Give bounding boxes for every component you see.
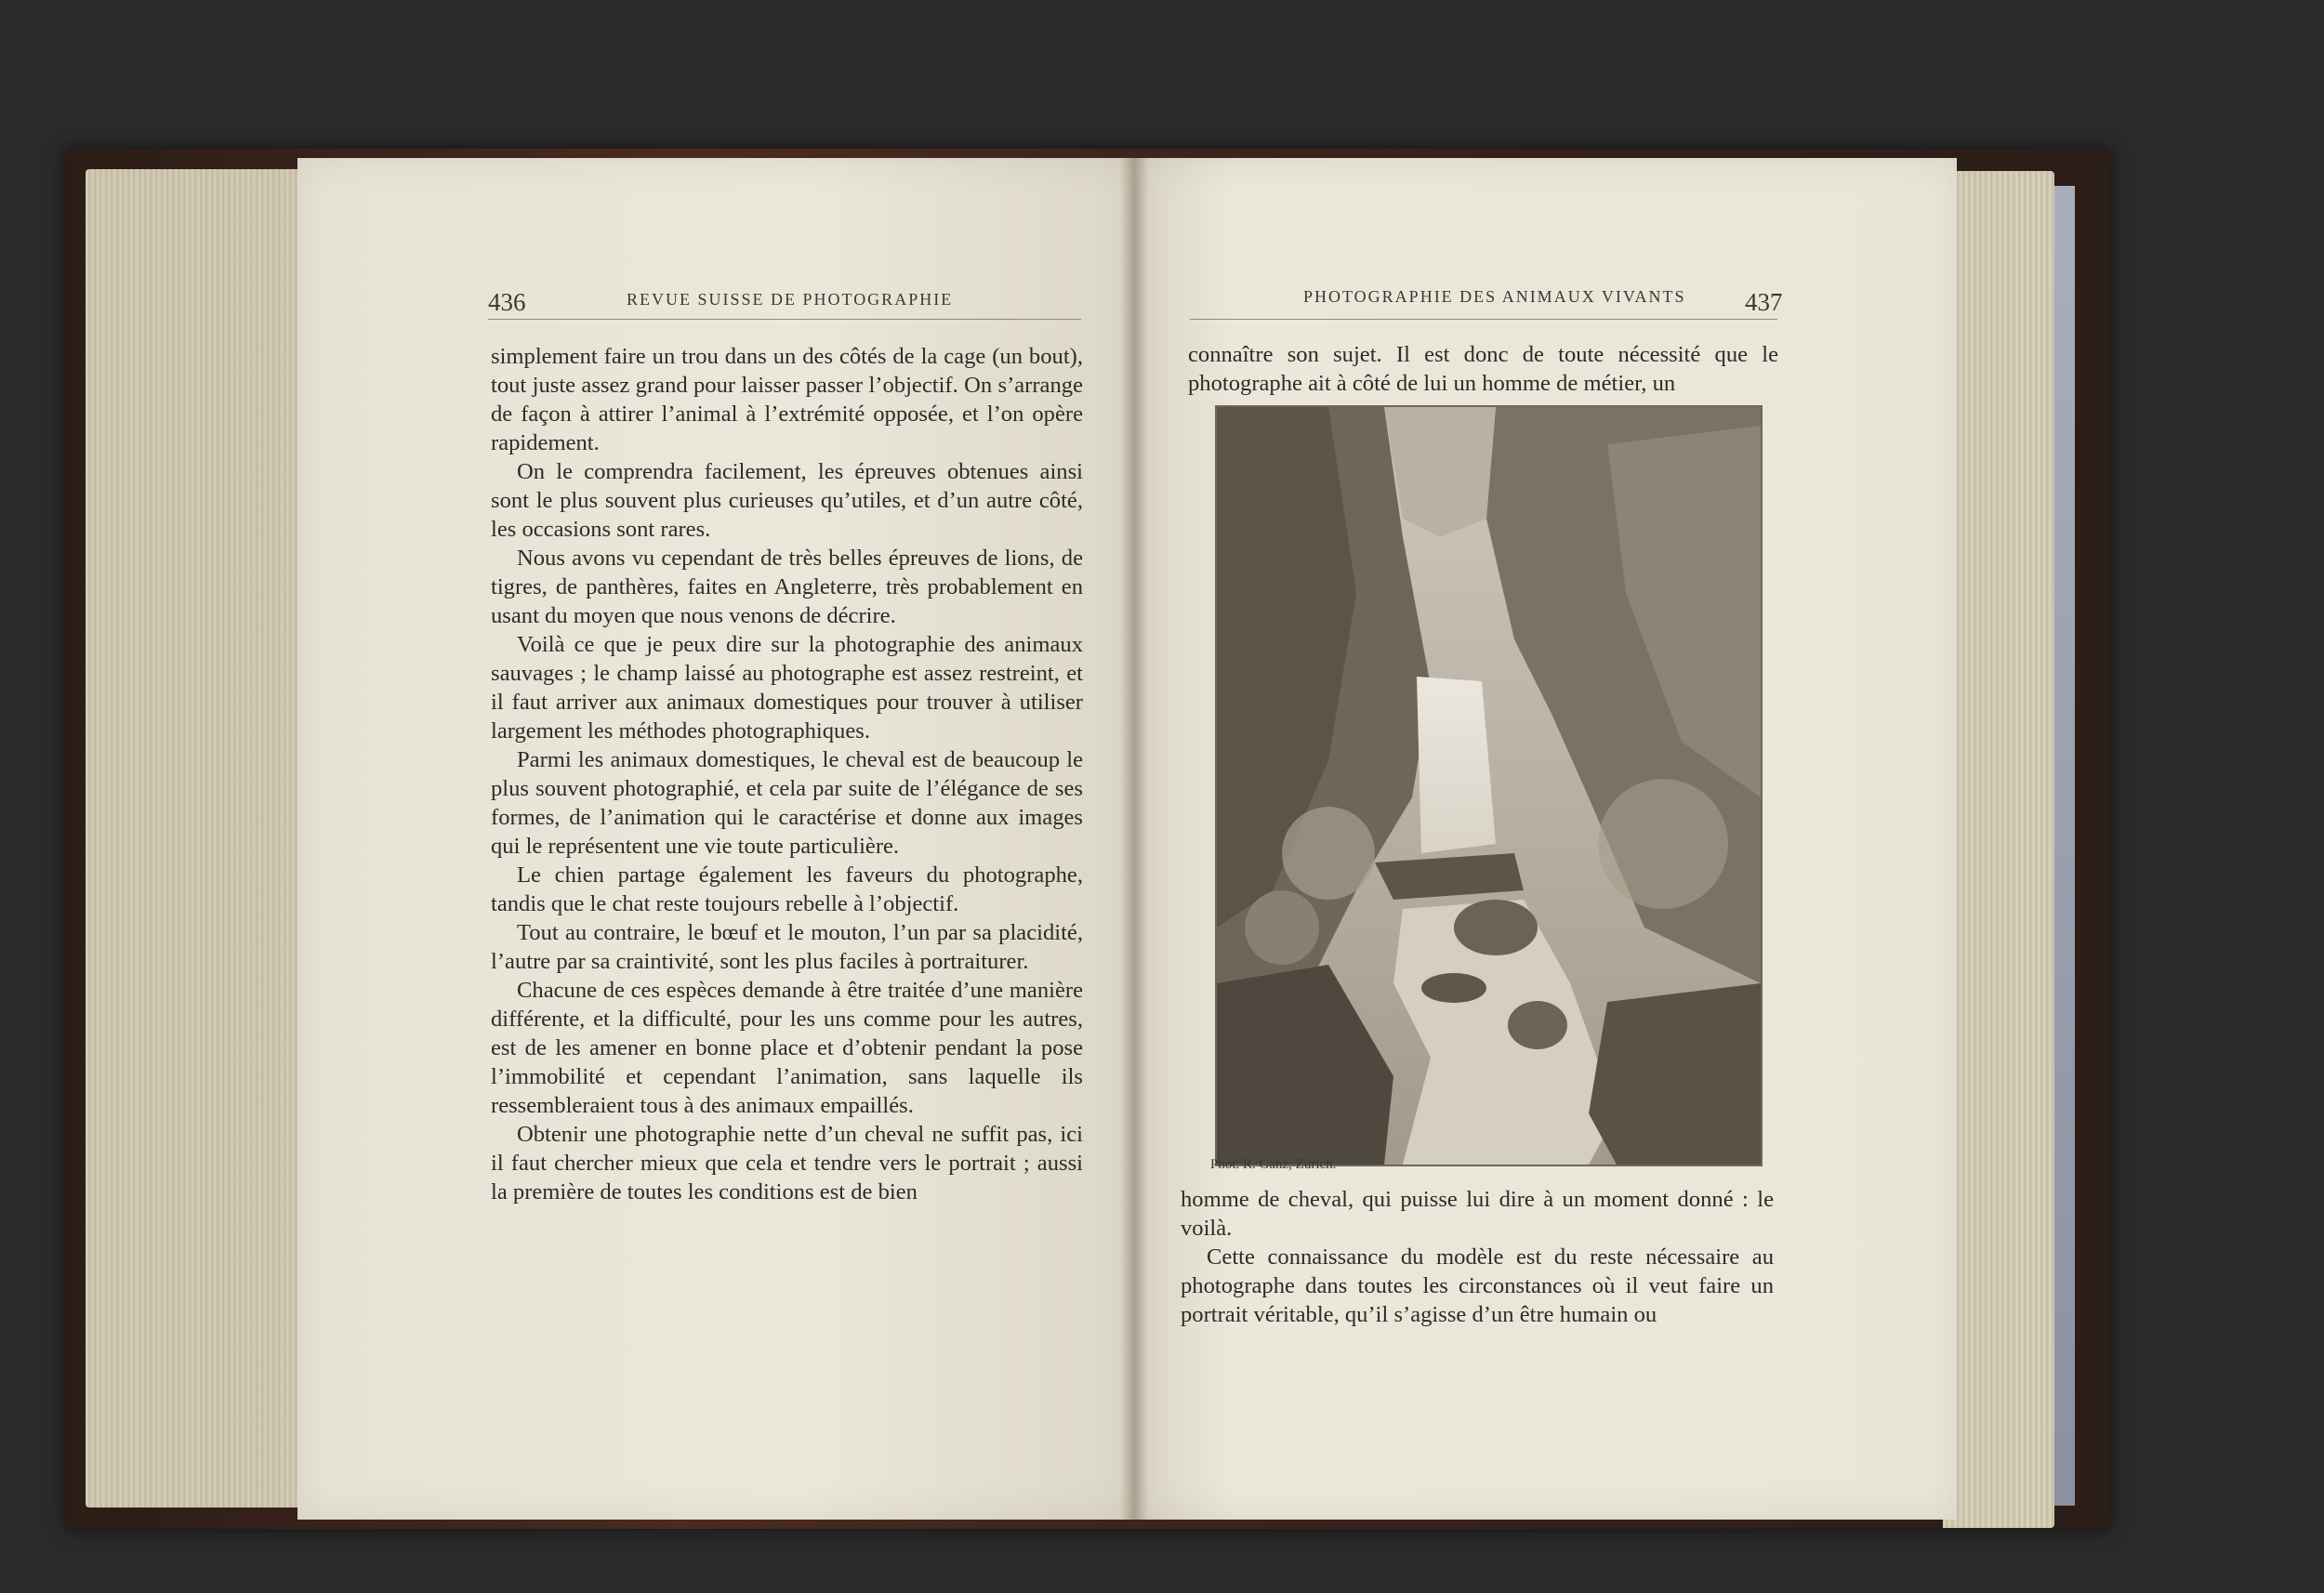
right-page-number: 437 bbox=[1745, 288, 1783, 316]
right-bottom-text bbox=[1181, 1185, 1774, 1329]
paragraph: Le chien partage également les faveurs du photographe, tandis que le chat reste toujours rebelle à l’objectif. bbox=[491, 862, 1083, 916]
left-page-number: 436 bbox=[488, 288, 526, 316]
waterfall-image bbox=[1217, 407, 1761, 1165]
page-block-right-edge bbox=[1943, 171, 2054, 1528]
paragraph: homme de cheval, qui puisse lui dire à un moment donné : le voilà. bbox=[1181, 1187, 1774, 1241]
right-running-head: PHOTOGRAPHIE DES ANIMAUX VIVANTS bbox=[1303, 287, 1686, 306]
paragraph: simplement faire un trou dans un des côtés de la cage (un bout), tout juste assez grand pour laisser passer l’objectif. On s’arrange de façon à attirer l’animal à l’extrémité opposée, et l’on opère rapidement. bbox=[491, 344, 1083, 455]
left-text-column bbox=[491, 342, 1083, 1206]
right-head-rule bbox=[1190, 319, 1777, 320]
paragraph: Nous avons vu cependant de très belles épreuves de lions, de tigres, de panthères, faites en Angleterre, très probablement en usant du moyen que nous venons de décrire. bbox=[491, 546, 1083, 628]
paragraph: Chacune de ces espèces demande à être traitée d’une manière différente, et la difficulté, pour les uns comme pour les autres, est de les amener en bonne place et d’obtenir pendant la pose l’immobilité et cependant l’animation, sans laquelle ils ressembleraient tous à des animaux empaillés. bbox=[491, 978, 1083, 1118]
paragraph: Parmi les animaux domestiques, le cheval est de beaucoup le plus souvent photographié, et cela par suite de l’élégance de ses formes, de l’animation qui le caractérise et donne aux images qui le représentent une vie toute particulière. bbox=[491, 747, 1083, 859]
paragraph: Cette connaissance du modèle est du reste nécessaire au photographe dans toutes les circonstances où il veut faire un portrait véritable, qu’il s’agisse d’un être humain ou bbox=[1181, 1244, 1774, 1327]
paragraph: On le comprendra facilement, les épreuves obtenues ainsi sont le plus souvent plus curieuses qu’utiles, et d’un autre côté, les occasions sont rares. bbox=[491, 459, 1083, 542]
paragraph: connaître son sujet. Il est donc de toute nécessité que le photographe ait à côté de lui un homme de métier, un bbox=[1188, 342, 1778, 396]
paragraph: Obtenir une photographie nette d’un cheval ne suffit pas, ici il faut chercher mieux que cela et tendre vers le portrait ; aussi la première de toutes les conditions est de bien bbox=[491, 1122, 1083, 1205]
endpaper-edge bbox=[2054, 186, 2075, 1506]
left-head-rule bbox=[488, 319, 1081, 320]
paragraph: Tout au contraire, le bœuf et le mouton, l’un par sa placidité, l’autre par sa craintivité, sont les plus faciles à portraiturer. bbox=[491, 920, 1083, 974]
left-running-head: REVUE SUISSE DE PHOTOGRAPHIE bbox=[627, 290, 954, 309]
page-block-left-edge bbox=[86, 169, 309, 1507]
photo-caption: Phot. R. Ganz, Zurich. bbox=[1210, 1157, 1337, 1172]
book-gutter bbox=[1120, 158, 1148, 1520]
right-top-text bbox=[1188, 340, 1778, 398]
waterfall-photograph bbox=[1215, 405, 1763, 1166]
paragraph: Voilà ce que je peux dire sur la photographie des animaux sauvages ; le champ laissé au photographe est assez restreint, et il faut arriver aux animaux domestiques pour trouver à utiliser largement les méthodes photographiques. bbox=[491, 632, 1083, 744]
